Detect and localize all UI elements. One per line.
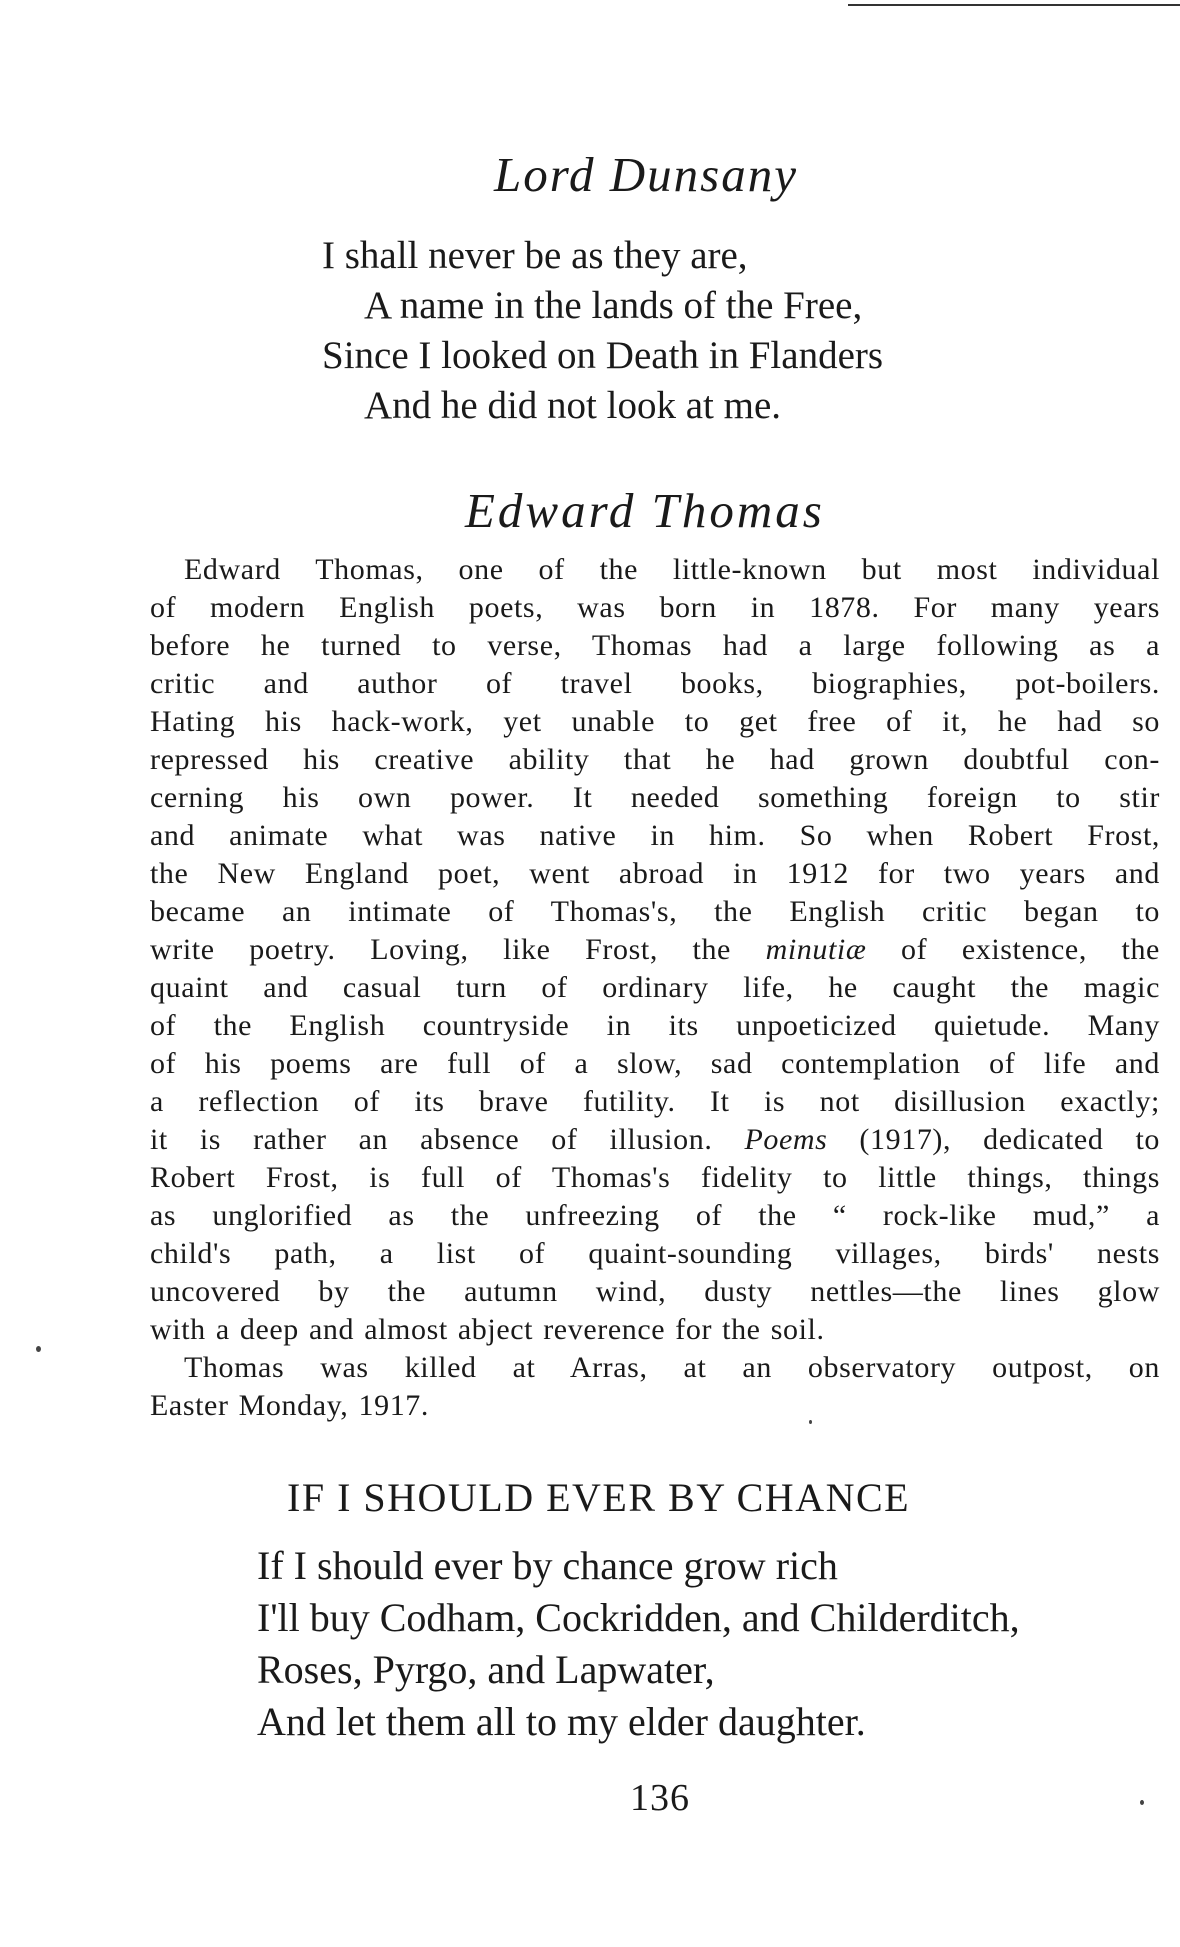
bio-line bbox=[150, 931, 1160, 969]
bio-line: Robert Frost, is full of Thomas's fidelity to little things, things bbox=[150, 1161, 1160, 1194]
bio-line: of the English countryside in its unpoeticized quietude. Many bbox=[150, 1009, 1160, 1042]
poem-line: I shall never be as they are, bbox=[322, 234, 748, 277]
italic-term: minutiæ bbox=[765, 933, 867, 966]
bio-line: cerning his own power. It needed something foreign to stir bbox=[150, 781, 1160, 814]
bio-line: uncovered by the autumn wind, dusty nettles—the lines glow bbox=[150, 1275, 1160, 1308]
poem-title: IF I SHOULD EVER BY CHANCE bbox=[287, 1475, 911, 1520]
bio-line: of modern English poets, was born in 1878. For many years bbox=[150, 591, 1160, 624]
poem-thomas bbox=[257, 1540, 1020, 1748]
bio-line: repressed his creative ability that he had grown doubtful con- bbox=[150, 743, 1160, 776]
bio-line: Edward Thomas, one of the little-known but most individual bbox=[184, 553, 1160, 586]
print-speck bbox=[809, 1420, 812, 1424]
bio-line: became an intimate of Thomas's, the English critic began to bbox=[150, 895, 1160, 928]
poem-line: And he did not look at me. bbox=[364, 384, 782, 427]
bio-line: critic and author of travel books, biographies, pot-boilers. bbox=[150, 667, 1160, 700]
print-speck bbox=[1140, 1800, 1144, 1805]
bio-line: with a deep and almost abject reverence for the soil. bbox=[150, 1313, 825, 1346]
bio-line: Easter Monday, 1917. bbox=[150, 1389, 429, 1422]
top-rule bbox=[848, 4, 1180, 6]
bio-text: it is rather an absence of illusion. bbox=[150, 1123, 745, 1156]
poem-dunsany bbox=[322, 231, 883, 431]
poem-line: A name in the lands of the Free, bbox=[364, 284, 863, 327]
bio-line: Thomas was killed at Arras, at an observatory outpost, on bbox=[184, 1351, 1160, 1384]
bio-line: of his poems are full of a slow, sad contemplation of life and bbox=[150, 1047, 1160, 1080]
bio-line bbox=[150, 1121, 1160, 1159]
poem-line: And let them all to my elder daughter. bbox=[257, 1699, 866, 1744]
poem-line: I'll buy Codham, Cockridden, and Childerditch, bbox=[257, 1595, 1020, 1640]
poem-line: Since I looked on Death in Flanders bbox=[322, 334, 884, 377]
bio-text: (1917), dedicated to bbox=[827, 1123, 1160, 1156]
section-heading-thomas: Edward Thomas bbox=[465, 483, 825, 538]
bio-line: child's path, a list of quaint-sounding villages, birds' nests bbox=[150, 1237, 1160, 1270]
section-heading-dunsany: Lord Dunsany bbox=[494, 147, 798, 202]
bio-line: and animate what was native in him. So when Robert Frost, bbox=[150, 819, 1160, 852]
bio-line: quaint and casual turn of ordinary life, he caught the magic bbox=[150, 971, 1160, 1004]
bio-line: Hating his hack-work, yet unable to get free of it, he had so bbox=[150, 705, 1160, 738]
bio-line: before he turned to verse, Thomas had a large following as a bbox=[150, 629, 1160, 662]
bio-line: as unglorified as the unfreezing of the “ rock-like mud,” a bbox=[150, 1199, 1160, 1232]
bio-text: write poetry. Loving, like Frost, the bbox=[150, 933, 766, 966]
biography-text bbox=[150, 551, 1160, 1425]
bio-text: of existence, the bbox=[866, 933, 1160, 966]
poem-line: If I should ever by chance grow rich bbox=[257, 1543, 838, 1588]
print-speck bbox=[36, 1346, 41, 1352]
bio-line: the New England poet, went abroad in 1912 for two years and bbox=[150, 857, 1160, 890]
poem-line: Roses, Pyrgo, and Lapwater, bbox=[257, 1647, 715, 1692]
italic-title: Poems bbox=[744, 1123, 828, 1156]
page-number: 136 bbox=[630, 1777, 690, 1819]
bio-line: a reflection of its brave futility. It is not disillusion exactly; bbox=[150, 1085, 1160, 1118]
